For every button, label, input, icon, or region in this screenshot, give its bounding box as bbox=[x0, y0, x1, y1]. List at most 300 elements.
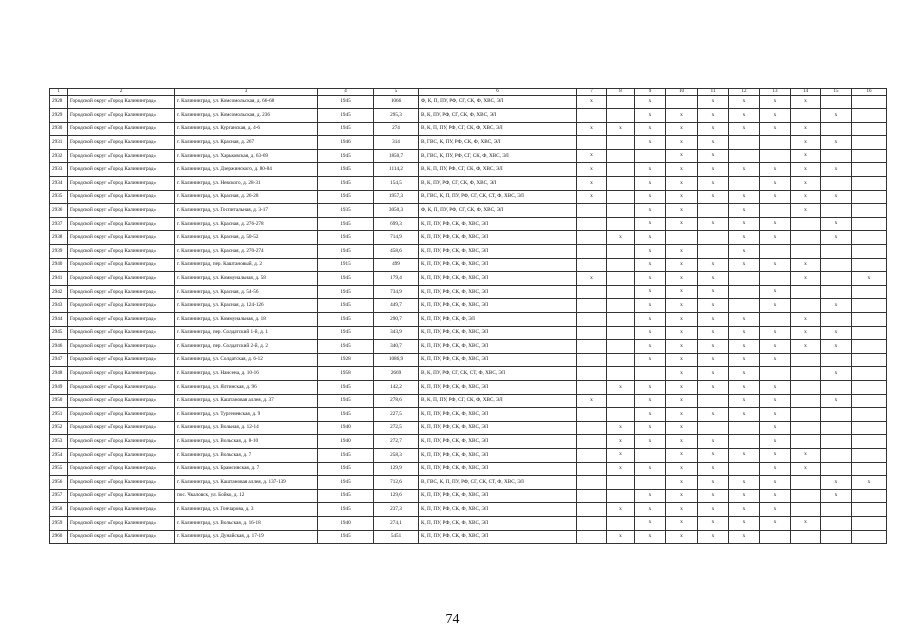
work-mark bbox=[607, 476, 635, 490]
build-year: 1945 bbox=[318, 313, 374, 327]
work-mark bbox=[821, 421, 852, 435]
work-mark: х bbox=[698, 326, 729, 340]
works-list: К, П, ПУ, РФ, СК, Ф, ХВС, ЭЛ bbox=[419, 231, 577, 245]
address: г. Калининград, ул. Солдатская, д. 6-12 bbox=[175, 353, 318, 367]
table-row bbox=[50, 217, 887, 231]
works-list: В, К, П, ПУ, РФ, СГ, СК, Ф, ХВС, ЭЛ bbox=[419, 163, 577, 177]
work-mark bbox=[607, 272, 635, 286]
work-mark: х bbox=[698, 313, 729, 327]
address: г. Калининград, ул. Вольская, д. 16-18 bbox=[175, 516, 318, 530]
work-mark: х bbox=[698, 516, 729, 530]
table-row bbox=[50, 299, 887, 313]
work-mark: х bbox=[607, 380, 635, 394]
work-mark bbox=[577, 109, 607, 123]
record-number: 2952 bbox=[50, 421, 68, 435]
work-mark: х bbox=[760, 122, 791, 136]
area-value: 699,3 bbox=[374, 217, 419, 231]
work-mark: х bbox=[698, 489, 729, 503]
work-mark: х bbox=[760, 95, 791, 109]
work-mark: х bbox=[607, 462, 635, 476]
work-mark bbox=[698, 245, 729, 259]
work-mark bbox=[607, 136, 635, 150]
work-mark: х bbox=[698, 408, 729, 422]
work-mark bbox=[791, 217, 821, 231]
works-list: В, К, ПУ, РФ, СГ, СК, Ф, ХВС, ЭЛ bbox=[419, 109, 577, 123]
area-value: 1850,7 bbox=[374, 149, 419, 163]
work-mark: х bbox=[760, 231, 791, 245]
owner-name: Городской округ «Город Калининград» bbox=[68, 367, 175, 381]
build-year: 1945 bbox=[318, 177, 374, 191]
record-number: 2933 bbox=[50, 163, 68, 177]
work-mark bbox=[821, 448, 852, 462]
work-mark bbox=[821, 380, 852, 394]
works-list: К, П, ПУ, РФ, СК, Ф, ХВС, ЭЛ bbox=[419, 353, 577, 367]
work-mark: х bbox=[666, 326, 698, 340]
work-mark bbox=[607, 394, 635, 408]
work-mark: х bbox=[666, 353, 698, 367]
work-mark: х bbox=[698, 448, 729, 462]
work-mark: х bbox=[577, 272, 607, 286]
area-value: 237,3 bbox=[374, 503, 419, 517]
work-mark: х bbox=[852, 272, 887, 286]
build-year: 1945 bbox=[318, 122, 374, 136]
address: г. Калининград, ул. Гончарова, д. 3 bbox=[175, 503, 318, 517]
build-year: 1945 bbox=[318, 380, 374, 394]
works-list: К, П, ПУ, РФ, СК, Ф, ХВС, ЭЛ bbox=[419, 217, 577, 231]
table-row bbox=[50, 503, 887, 517]
work-mark bbox=[577, 448, 607, 462]
area-value: 1086,9 bbox=[374, 353, 419, 367]
work-mark bbox=[852, 448, 887, 462]
table-row bbox=[50, 489, 887, 503]
work-mark: х bbox=[635, 313, 666, 327]
work-mark: х bbox=[577, 95, 607, 109]
works-list: К, П, ПУ, РФ, СК, Ф, ХВС, ЭЛ bbox=[419, 435, 577, 449]
address: г. Калининград, ул. Вольская, д. 8-10 bbox=[175, 435, 318, 449]
work-mark bbox=[791, 530, 821, 544]
work-mark bbox=[577, 408, 607, 422]
area-value: 274 bbox=[374, 122, 419, 136]
owner-name: Городской округ «Город Калининград» bbox=[68, 353, 175, 367]
work-mark bbox=[852, 204, 887, 218]
work-mark: х bbox=[760, 394, 791, 408]
build-year: 1945 bbox=[318, 109, 374, 123]
work-mark: х bbox=[760, 503, 791, 517]
work-mark bbox=[577, 245, 607, 259]
work-mark bbox=[821, 516, 852, 530]
work-mark bbox=[791, 503, 821, 517]
owner-name: Городской округ «Город Калининград» bbox=[68, 435, 175, 449]
owner-name: Городской округ «Город Калининград» bbox=[68, 313, 175, 327]
build-year: 1945 bbox=[318, 462, 374, 476]
area-value: 272,7 bbox=[374, 435, 419, 449]
work-mark bbox=[666, 95, 698, 109]
work-mark: х bbox=[607, 421, 635, 435]
work-mark bbox=[821, 313, 852, 327]
address: г. Калининград, ул. Коммунальная, д. 18 bbox=[175, 313, 318, 327]
work-mark: х bbox=[821, 136, 852, 150]
area-value: 3050,3 bbox=[374, 204, 419, 218]
build-year: 1945 bbox=[318, 476, 374, 490]
address: г. Калининград, ул. Красная, д. 50-52 bbox=[175, 231, 318, 245]
work-mark: х bbox=[635, 136, 666, 150]
owner-name: Городской округ «Город Калининград» bbox=[68, 217, 175, 231]
work-mark bbox=[729, 136, 760, 150]
work-mark bbox=[821, 95, 852, 109]
table-row bbox=[50, 177, 887, 191]
table-row bbox=[50, 204, 887, 218]
work-mark: х bbox=[821, 340, 852, 354]
work-mark bbox=[791, 408, 821, 422]
build-year: 1945 bbox=[318, 299, 374, 313]
work-mark bbox=[852, 163, 887, 177]
record-number: 2951 bbox=[50, 408, 68, 422]
record-number: 2939 bbox=[50, 245, 68, 259]
work-mark: х bbox=[698, 109, 729, 123]
record-number: 2945 bbox=[50, 326, 68, 340]
build-year: 1940 bbox=[318, 516, 374, 530]
work-mark bbox=[760, 136, 791, 150]
area-value: 458,6 bbox=[374, 245, 419, 259]
area-value: 714,9 bbox=[374, 231, 419, 245]
works-list: В, ГВС, К, ПУ, РФ, СК, Ф, ХВС, ЭЛ bbox=[419, 136, 577, 150]
work-mark: х bbox=[635, 408, 666, 422]
page-number: 74 bbox=[445, 612, 460, 627]
work-mark: х bbox=[635, 421, 666, 435]
work-mark bbox=[607, 299, 635, 313]
owner-name: Городской округ «Город Калининград» bbox=[68, 476, 175, 490]
works-list: К, П, ПУ, РФ, СК, Ф, ХВС, ЭЛ bbox=[419, 245, 577, 259]
work-mark: х bbox=[729, 476, 760, 490]
work-mark: х bbox=[821, 367, 852, 381]
work-mark bbox=[607, 353, 635, 367]
work-mark: х bbox=[698, 380, 729, 394]
works-list: В, ГВС, К, ПУ, РФ, СГ, СК, Ф, ХВС, ЭЛ bbox=[419, 149, 577, 163]
work-mark: х bbox=[729, 353, 760, 367]
work-mark: х bbox=[698, 95, 729, 109]
work-mark bbox=[852, 326, 887, 340]
work-mark: х bbox=[760, 489, 791, 503]
work-mark: х bbox=[635, 340, 666, 354]
work-mark bbox=[852, 313, 887, 327]
work-mark: х bbox=[635, 503, 666, 517]
record-number: 2941 bbox=[50, 272, 68, 286]
owner-name: Городской округ «Город Калининград» bbox=[68, 408, 175, 422]
table-row bbox=[50, 462, 887, 476]
owner-name: Городской округ «Город Калининград» bbox=[68, 258, 175, 272]
work-mark: х bbox=[760, 109, 791, 123]
work-mark: х bbox=[791, 313, 821, 327]
work-mark bbox=[852, 95, 887, 109]
work-mark bbox=[729, 272, 760, 286]
works-list: К, П, ПУ, РФ, СК, Ф, ХВС, ЭЛ bbox=[419, 530, 577, 544]
work-mark: х bbox=[760, 476, 791, 490]
work-mark: х bbox=[666, 272, 698, 286]
work-mark: х bbox=[666, 516, 698, 530]
owner-name: Городской округ «Город Калининград» bbox=[68, 299, 175, 313]
area-value: 227,5 bbox=[374, 408, 419, 422]
work-mark: х bbox=[729, 231, 760, 245]
work-mark: х bbox=[821, 231, 852, 245]
work-mark: х bbox=[635, 109, 666, 123]
area-value: 278,6 bbox=[374, 394, 419, 408]
work-mark bbox=[791, 367, 821, 381]
work-mark bbox=[577, 353, 607, 367]
work-mark bbox=[852, 353, 887, 367]
column-number: 5 bbox=[374, 89, 419, 96]
table-row bbox=[50, 149, 887, 163]
works-list: К, П, ПУ, РФ, СК, Ф, ХВС, ЭЛ bbox=[419, 448, 577, 462]
work-mark bbox=[577, 462, 607, 476]
area-value: 2669 bbox=[374, 367, 419, 381]
owner-name: Городской округ «Город Калининград» bbox=[68, 163, 175, 177]
work-mark bbox=[791, 285, 821, 299]
work-mark: х bbox=[729, 516, 760, 530]
work-mark: х bbox=[729, 190, 760, 204]
work-mark: х bbox=[666, 462, 698, 476]
work-mark: х bbox=[760, 177, 791, 191]
work-mark bbox=[852, 258, 887, 272]
work-mark bbox=[607, 95, 635, 109]
work-mark bbox=[729, 177, 760, 191]
work-mark: х bbox=[635, 95, 666, 109]
work-mark bbox=[852, 516, 887, 530]
area-value: 295,3 bbox=[374, 109, 419, 123]
work-mark bbox=[821, 177, 852, 191]
work-mark: х bbox=[607, 503, 635, 517]
work-mark: х bbox=[666, 530, 698, 544]
address: г. Калининград, ул. Красная, д. 54-56 bbox=[175, 285, 318, 299]
table-row bbox=[50, 313, 887, 327]
address: г. Калининград, ул. Госпитальная, д. 3-17 bbox=[175, 204, 318, 218]
work-mark: х bbox=[666, 109, 698, 123]
work-mark bbox=[791, 435, 821, 449]
work-mark: х bbox=[635, 462, 666, 476]
area-value: 129,9 bbox=[374, 462, 419, 476]
build-year: 1935 bbox=[318, 204, 374, 218]
work-mark: х bbox=[635, 380, 666, 394]
works-list: В, К, ПУ, РФ, СГ, СК, Ф, ХВС, ЭЛ bbox=[419, 177, 577, 191]
work-mark: х bbox=[760, 448, 791, 462]
work-mark: х bbox=[791, 272, 821, 286]
column-number: 6 bbox=[419, 89, 577, 96]
work-mark: х bbox=[791, 136, 821, 150]
work-mark bbox=[852, 245, 887, 259]
table-row bbox=[50, 231, 887, 245]
work-mark bbox=[852, 435, 887, 449]
record-number: 2959 bbox=[50, 516, 68, 530]
table-row bbox=[50, 367, 887, 381]
work-mark bbox=[577, 367, 607, 381]
address: г. Калининград, ул. Красная, д. 26-28 bbox=[175, 190, 318, 204]
address: г. Калининград, ул. Невского, д. 28-31 bbox=[175, 177, 318, 191]
work-mark: х bbox=[635, 326, 666, 340]
address: г. Калининград, ул. Вольная, д. 12-14 bbox=[175, 421, 318, 435]
table-row bbox=[50, 435, 887, 449]
work-mark: х bbox=[635, 299, 666, 313]
work-mark bbox=[852, 408, 887, 422]
work-mark bbox=[821, 462, 852, 476]
work-mark bbox=[729, 435, 760, 449]
work-mark bbox=[760, 204, 791, 218]
work-mark bbox=[821, 435, 852, 449]
owner-name: Городской округ «Город Калининград» bbox=[68, 109, 175, 123]
area-value: 179,4 bbox=[374, 272, 419, 286]
work-mark: х bbox=[635, 177, 666, 191]
work-mark: х bbox=[729, 380, 760, 394]
work-mark: х bbox=[635, 122, 666, 136]
address: г. Калининград, пер. Солдатский 2-й, д. 2 bbox=[175, 340, 318, 354]
work-mark: х bbox=[698, 122, 729, 136]
record-number: 2947 bbox=[50, 353, 68, 367]
record-number: 2931 bbox=[50, 136, 68, 150]
area-value: 314 bbox=[374, 136, 419, 150]
work-mark bbox=[729, 299, 760, 313]
work-mark: х bbox=[791, 340, 821, 354]
column-number: 11 bbox=[698, 89, 729, 96]
work-mark: х bbox=[760, 326, 791, 340]
build-year: 1945 bbox=[318, 448, 374, 462]
area-value: 5451 bbox=[374, 530, 419, 544]
work-mark: х bbox=[760, 340, 791, 354]
work-mark: х bbox=[729, 326, 760, 340]
work-mark bbox=[760, 367, 791, 381]
build-year: 1945 bbox=[318, 503, 374, 517]
build-year: 1945 bbox=[318, 340, 374, 354]
work-mark: х bbox=[635, 217, 666, 231]
work-mark bbox=[821, 353, 852, 367]
work-mark bbox=[852, 149, 887, 163]
work-mark bbox=[791, 394, 821, 408]
work-mark: х bbox=[760, 421, 791, 435]
table-row bbox=[50, 326, 887, 340]
record-number: 2943 bbox=[50, 299, 68, 313]
works-list: К, П, ПУ, РФ, СК, Ф, ХВС, ЭЛ bbox=[419, 489, 577, 503]
work-mark: х bbox=[760, 258, 791, 272]
work-mark: х bbox=[821, 476, 852, 490]
work-mark bbox=[852, 231, 887, 245]
work-mark bbox=[852, 285, 887, 299]
work-mark: х bbox=[666, 204, 698, 218]
work-mark bbox=[821, 503, 852, 517]
work-mark bbox=[729, 285, 760, 299]
work-mark: х bbox=[666, 245, 698, 259]
work-mark bbox=[607, 326, 635, 340]
work-mark bbox=[852, 299, 887, 313]
work-mark bbox=[577, 313, 607, 327]
work-mark bbox=[577, 516, 607, 530]
work-mark: х bbox=[698, 136, 729, 150]
work-mark bbox=[852, 530, 887, 544]
work-mark: х bbox=[666, 380, 698, 394]
build-year: 1945 bbox=[318, 530, 374, 544]
work-mark bbox=[577, 299, 607, 313]
work-mark: х bbox=[760, 217, 791, 231]
owner-name: Городской округ «Город Калининград» bbox=[68, 285, 175, 299]
area-value: 142,2 bbox=[374, 380, 419, 394]
address: г. Калининград, ул. Комсомольская, д. 66-68 bbox=[175, 95, 318, 109]
owner-name: Городской округ «Город Калининград» bbox=[68, 177, 175, 191]
work-mark bbox=[821, 530, 852, 544]
table-row bbox=[50, 245, 887, 259]
work-mark: х bbox=[760, 408, 791, 422]
work-mark: х bbox=[791, 177, 821, 191]
table-row bbox=[50, 340, 887, 354]
works-list: К, П, ПУ, РФ, СК, Ф, ХВС, ЭЛ bbox=[419, 380, 577, 394]
work-mark bbox=[821, 258, 852, 272]
work-mark bbox=[635, 149, 666, 163]
works-list: К, П, ПУ, РФ, СК, Ф, ХВС, ЭЛ bbox=[419, 272, 577, 286]
area-value: 499 bbox=[374, 258, 419, 272]
record-number: 2938 bbox=[50, 231, 68, 245]
work-mark: х bbox=[635, 204, 666, 218]
column-number: 16 bbox=[852, 89, 887, 96]
work-mark: х bbox=[635, 258, 666, 272]
area-value: 258,3 bbox=[374, 448, 419, 462]
build-year: 1946 bbox=[318, 136, 374, 150]
work-mark bbox=[852, 394, 887, 408]
owner-name: Городской округ «Город Калининград» bbox=[68, 380, 175, 394]
work-mark: х bbox=[821, 326, 852, 340]
build-year: 1945 bbox=[318, 272, 374, 286]
work-mark bbox=[666, 231, 698, 245]
work-mark: х bbox=[698, 258, 729, 272]
record-number: 2935 bbox=[50, 190, 68, 204]
work-mark: х bbox=[729, 503, 760, 517]
work-mark: х bbox=[698, 217, 729, 231]
work-mark: х bbox=[577, 177, 607, 191]
work-mark: х bbox=[698, 476, 729, 490]
work-mark bbox=[577, 503, 607, 517]
work-mark: х bbox=[821, 163, 852, 177]
work-mark: х bbox=[760, 462, 791, 476]
owner-name: Городской округ «Город Калининград» bbox=[68, 462, 175, 476]
works-list: К, П, ПУ, РФ, СК, Ф, ХВС, ЭЛ bbox=[419, 516, 577, 530]
work-mark: х bbox=[635, 285, 666, 299]
build-year: 1945 bbox=[318, 489, 374, 503]
work-mark: х bbox=[635, 353, 666, 367]
work-mark bbox=[607, 149, 635, 163]
area-value: 712,6 bbox=[374, 476, 419, 490]
work-mark: х bbox=[666, 177, 698, 191]
address: г. Калининград, ул. Тургеневская, д. 9 bbox=[175, 408, 318, 422]
work-mark: х bbox=[791, 258, 821, 272]
works-list: В, К, ПУ, РФ, СГ, СК, СТ, Ф, ХВС, ЭЛ bbox=[419, 367, 577, 381]
build-year: 1945 bbox=[318, 217, 374, 231]
owner-name: Городской округ «Город Калининград» bbox=[68, 95, 175, 109]
work-mark bbox=[607, 489, 635, 503]
work-mark: х bbox=[729, 109, 760, 123]
work-mark: х bbox=[666, 258, 698, 272]
work-mark bbox=[791, 109, 821, 123]
work-mark bbox=[698, 421, 729, 435]
record-number: 2953 bbox=[50, 435, 68, 449]
work-mark: х bbox=[607, 435, 635, 449]
work-mark bbox=[577, 489, 607, 503]
record-number: 2930 bbox=[50, 122, 68, 136]
build-year: 1945 bbox=[318, 326, 374, 340]
register-table bbox=[49, 88, 887, 544]
area-value: 449,7 bbox=[374, 299, 419, 313]
work-mark: х bbox=[666, 435, 698, 449]
work-mark bbox=[791, 476, 821, 490]
owner-name: Городской округ «Город Калининград» bbox=[68, 394, 175, 408]
area-value: 129,6 bbox=[374, 489, 419, 503]
work-mark: х bbox=[577, 394, 607, 408]
work-mark: х bbox=[607, 231, 635, 245]
works-list: Ф, К, П, ПУ, РФ, СГ, СК, Ф, ХВС, ЭЛ bbox=[419, 95, 577, 109]
works-list: В, ГВС, К, П, ПУ, РФ, СГ, СК, СТ, Ф, ХВС, ЭЛ bbox=[419, 476, 577, 490]
